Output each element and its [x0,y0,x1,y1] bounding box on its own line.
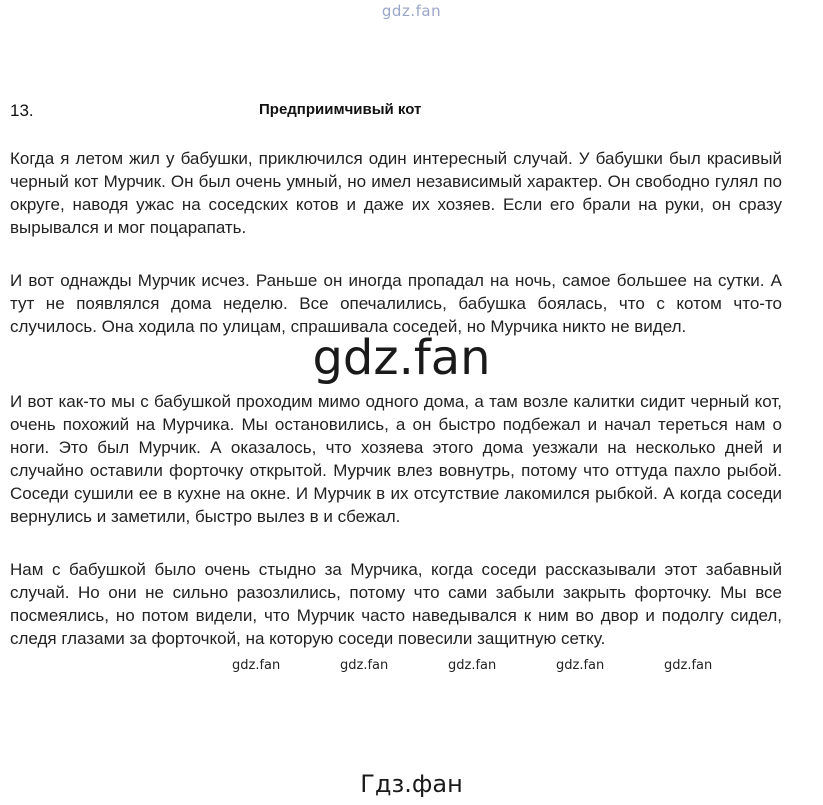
paragraph: И вот как-то мы с бабушкой проходим мимо одного дома, а там возле калитки сидит черный кот, очень похожий на Мурчика. Мы остановились, а он быстро подбежал и начал тереться нам о ноги. Это был Мурчик. А оказалось, что хозяева этого дома уезжали на несколько дней и случайно оставили форточку открытой. Мурчик влез вовнутрь, потому что оттуда пахло рыбой. Соседи сушили ее в кухне на окне. И Мурчик в их отсутствие лакомился рыбкой. А когда соседи вернулись и заметили, быстро вылез в и сбежал. [10,392,782,526]
small-watermark: gdz.fan [448,658,497,673]
small-watermark: gdz.fan [340,658,389,673]
task-number: 13. [10,101,34,120]
small-watermark: gdz.fan [232,658,281,673]
bottom-watermark: Гдз.фан [360,770,463,798]
paragraph: Нам с бабушкой было очень стыдно за Мурчика, когда соседи рассказывали этот забавный случай. Но они не сильно разозлились, потому что сами забыли закрыть форточку. Мы все посмеялись, но потом видели, что Мурчик часто наведывался к ним во двор и подолгу сидел, следя глазами за форточкой, на которую соседи повесили защитную сетку. [10,560,782,648]
center-watermark: gdz.fan [312,330,491,386]
paragraph: И вот однажды Мурчик исчез. Раньше он иногда пропадал на ночь, самое большее на сутки. А тут не появлялся дома неделю. Все опечалились, бабушка боялась, что с котом что-то случилось. Она ходила по улицам, спрашивала соседей, но Мурчика никто не видел. [10,271,782,336]
paragraph: Когда я летом жил у бабушки, приключился один интересный случай. У бабушки был красивый черный кот Мурчик. Он был очень умный, но имел независимый характер. Он свободно гулял по округе, наводя ужас на соседских котов и даже их хозяев. Если его брали на руки, он сразу вырывался и мог поцарапать. [10,149,782,237]
document-title: Предприимчивый кот [259,101,422,118]
small-watermark: gdz.fan [556,658,605,673]
small-watermark: gdz.fan [664,658,713,673]
top-watermark: gdz.fan [381,2,442,20]
